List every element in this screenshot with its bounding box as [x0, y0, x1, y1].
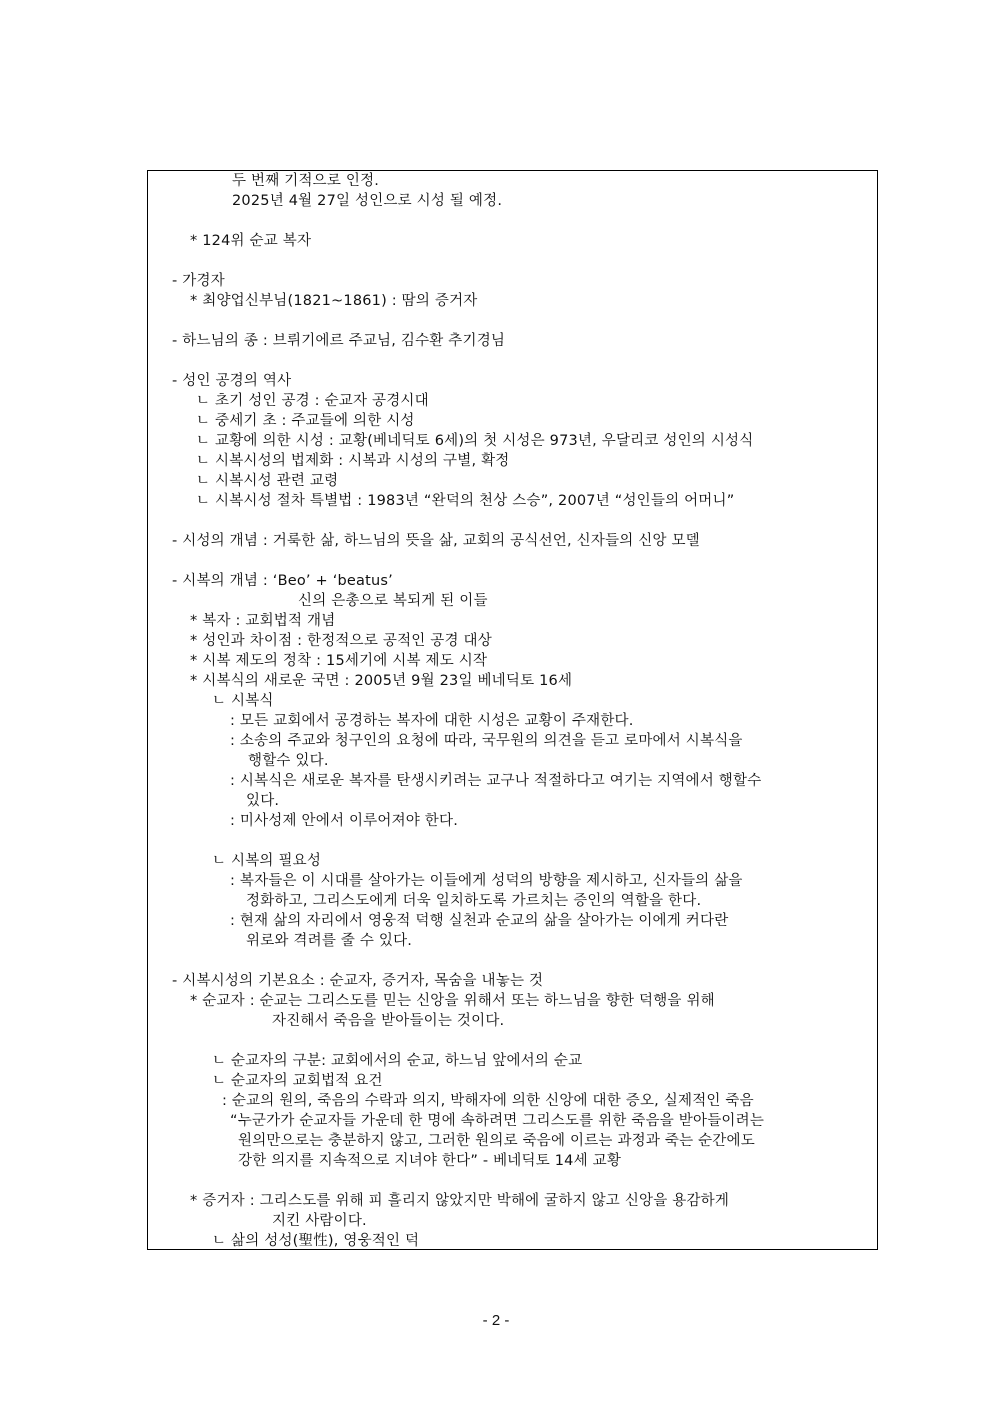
text-line: : 모든 교회에서 공경하는 복자에 대한 시성은 교황이 주재한다.	[230, 713, 634, 729]
text-line: : 소송의 주교와 청구인의 요청에 따라, 국무원의 의견을 듣고 로마에서 시복식을	[230, 733, 743, 749]
section-heading: - 성인 공경의 역사	[172, 373, 292, 389]
text-line: 원의만으로는 충분하지 않고, 그러한 원의로 죽음에 이르는 과정과 죽는 순간에도	[238, 1133, 755, 1149]
text-line: “누군가가 순교자들 가운데 한 명에 속하려면 그리스도를 위한 죽음을 받아들이려는	[230, 1113, 765, 1129]
text-line: ㄴ 초기 성인 공경 : 순교자 공경시대	[196, 393, 429, 409]
text-line: : 순교의 원의, 죽음의 수락과 의지, 박해자에 의한 신앙에 대한 증오, 실제적인 죽음	[222, 1093, 754, 1109]
text-line: 강한 의지를 지속적으로 지녀야 한다” - 베네딕토 14세 교황	[238, 1153, 622, 1169]
text-line: ㄴ 시복시성 관련 교령	[196, 473, 339, 489]
text-line: * 시복식의 새로운 국면 : 2005년 9월 23일 베네딕토 16세	[190, 673, 573, 689]
text-line: ㄴ 교황에 의한 시성 : 교황(베네딕토 6세)의 첫 시성은 973년, 우달리코 성인의 시성식	[196, 433, 754, 449]
content-box	[147, 170, 878, 1250]
section-heading: - 시복시성의 기본요소 : 순교자, 증거자, 목숨을 내놓는 것	[172, 973, 544, 989]
text-line: ㄴ 시복의 필요성	[212, 853, 322, 869]
section-heading: - 시복의 개념 : ‘Beo’ + ‘beatus’	[172, 573, 393, 589]
text-line: 2025년 4월 27일 성인으로 시성 될 예정.	[232, 193, 503, 209]
text-line: ㄴ 시복시성의 법제화 : 시복과 시성의 구별, 확정	[196, 453, 510, 469]
text-line: ㄴ 순교자의 교회법적 요건	[212, 1073, 383, 1089]
text-line: 두 번째 기적으로 인정.	[232, 173, 380, 189]
text-line: ㄴ 시복시성 절차 특별법 : 1983년 “완덕의 천상 스승”, 2007년 “성인들의 어머니”	[196, 493, 735, 509]
text-line: * 성인과 차이점 : 한정적으로 공적인 공경 대상	[190, 633, 492, 649]
text-line: ㄴ 중세기 초 : 주교들에 의한 시성	[196, 413, 415, 429]
text-line: 행할수 있다.	[248, 753, 329, 769]
text-line: ㄴ 순교자의 구분: 교회에서의 순교, 하느님 앞에서의 순교	[212, 1053, 583, 1069]
text-line: * 최양업신부님(1821~1861) : 땀의 증거자	[190, 293, 478, 309]
section-heading: - 시성의 개념 : 거룩한 삶, 하느님의 뜻을 삶, 교회의 공식선언, 신자들의 신앙 모델	[172, 533, 700, 549]
text-line: 있다.	[246, 793, 280, 809]
page-number: - 2 -	[482, 1312, 510, 1329]
text-line: : 복자들은 이 시대를 살아가는 이들에게 성덕의 방향을 제시하고, 신자들의 삶을	[230, 873, 743, 889]
text-line: 자진해서 죽음을 받아들이는 것이다.	[272, 1013, 505, 1029]
text-line: ㄴ 시복식	[212, 693, 274, 709]
text-line: * 124위 순교 복자	[190, 233, 312, 249]
text-line: 신의 은총으로 복되게 된 이들	[298, 593, 488, 609]
text-line: : 미사성제 안에서 이루어져야 한다.	[230, 813, 459, 829]
text-line: * 시복 제도의 정착 : 15세기에 시복 제도 시작	[190, 653, 488, 669]
text-line: ㄴ 삶의 성성(聖性), 영웅적인 덕	[212, 1233, 420, 1249]
text-line: 정화하고, 그리스도에게 더욱 일치하도록 가르치는 증인의 역할을 한다.	[246, 893, 702, 909]
section-heading: - 하느님의 종 : 브뤼기에르 주교님, 김수환 추기경님	[172, 333, 506, 349]
text-line: * 증거자 : 그리스도를 위해 피 흘리지 않았지만 박해에 굴하지 않고 신앙을 용감하게	[190, 1193, 730, 1209]
text-line: : 시복식은 새로운 복자를 탄생시키려는 교구나 적절하다고 여기는 지역에서 행할수	[230, 773, 762, 789]
text-line: : 현재 삶의 자리에서 영웅적 덕행 실천과 순교의 삶을 살아가는 이에게 커다란	[230, 913, 729, 929]
text-line: * 복자 : 교회법적 개념	[190, 613, 336, 629]
text-line: 지킨 사람이다.	[272, 1213, 367, 1229]
section-heading: - 가경자	[172, 273, 225, 289]
text-line: 위로와 격려를 줄 수 있다.	[246, 933, 413, 949]
text-line: * 순교자 : 순교는 그리스도를 믿는 신앙을 위해서 또는 하느님을 향한 덕행을 위해	[190, 993, 715, 1009]
